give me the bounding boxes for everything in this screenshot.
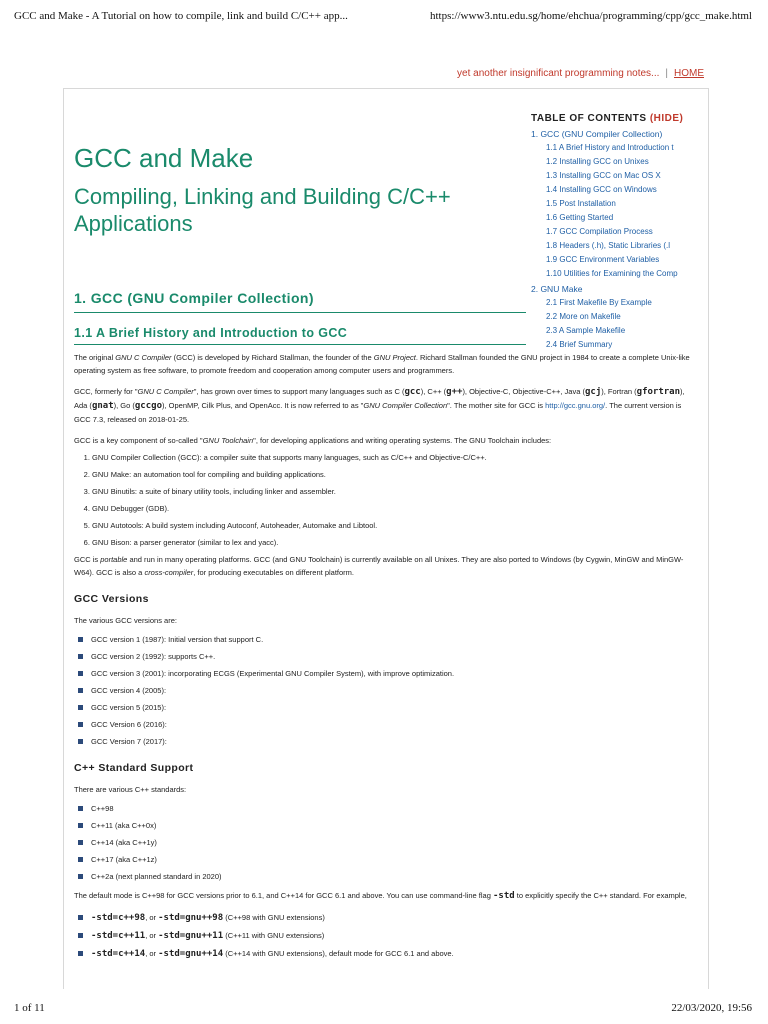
nav-separator: | [665,68,668,79]
paragraph-history: The original GNU C Compiler (GCC) is developed by Richard Stallman, the founder of the GNU Project. Richard Stallman founded the GNU project in 1984 to create a complete Unix-like operating system as free software, to promote freedom and cooperation among computer users and programmers. [74,353,690,375]
paragraph-default-mode: The default mode is C++98 for GCC versions prior to 6.1, and C++14 for GCC 6.1 and above. You can use command-line flag -std to explicitly specify the C++ standard. For example, [74,891,687,901]
cpp-standard-item: C++98 [78,802,694,815]
section-heading-1-1: 1.1 A Brief History and Introduction to GCC [74,326,526,345]
cpp-standard-heading: C++ Standard Support [74,762,194,774]
section-heading-1: 1. GCC (GNU Compiler Collection) [74,290,526,313]
toc-list [531,129,691,350]
page-title: GCC and Make [74,143,254,173]
toolchain-item: 1. GNU Compiler Collection (GCC): a compiler suite that supports many languages, such as C/C++ and Objective-C/C++. [92,451,694,464]
toc-item[interactable]: 1.3 Installing GCC on Mac OS X [546,171,661,180]
std-example-item: -std=c++11, or -std=gnu++11 (C++11 with GNU extensions) [78,929,694,943]
toc-item[interactable]: 1.8 Headers (.h), Static Libraries (.l [546,241,671,250]
toc-item[interactable]: 2.4 Brief Summary [546,340,613,349]
toc-item[interactable]: 1.7 GCC Compilation Process [546,227,653,236]
toc-item[interactable]: 1. GCC (GNU Compiler Collection) [531,129,663,139]
print-header-title: GCC and Make - A Tutorial on how to compile, link and build C/C++ app... [14,10,348,22]
cpp-standard-item: C++2a (next planned standard in 2020) [78,870,694,883]
toc-heading-label: TABLE OF CONTENTS [531,113,647,124]
print-header [14,10,752,26]
toc-item[interactable]: 1.5 Post Installation [546,199,616,208]
toolchain-item: 3. GNU Binutils: a suite of binary utility tools, including linker and assembler. [92,485,694,498]
std-examples-list [74,911,694,961]
toc-item[interactable]: 2.1 First Makefile By Example [546,298,652,307]
cpp-standard-item: C++17 (aka C++1z) [78,853,694,866]
toc-hide-link[interactable]: (HIDE) [649,113,684,124]
std-example-item: -std=c++14, or -std=gnu++14 (C++14 with GNU extensions), default mode for GCC 6.1 and above. [78,947,694,961]
table-of-contents [531,113,691,350]
page-subtitle: Compiling, Linking and Building C/C++ Applications [74,184,451,236]
version-item: GCC version 2 (1992): supports C++. [78,650,694,663]
site-tagline: yet another insignificant programming notes... [457,68,660,79]
paragraph-languages: GCC, formerly for "GNU C Compiler", has grown over times to support many languages such as C (gcc), C++ (g++), Objective-C, Objective-C++, Java (gcj), Fortran (gfortran), Ada (gnat), Go (gccgo), OpenMP, Cilk Plus, and OpenAcc. It is now referred to as "GNU Compiler Collection". The mother site for GCC is http://gcc.gnu.org/. The current version is GCC 7.3, released on 2018-01-25. [74,387,685,424]
toolchain-item: 5. GNU Autotools: A build system including Autoconf, Autoheader, Automake and Libtool. [92,519,694,532]
toc-item[interactable]: 1.1 A Brief History and Introduction t [546,143,674,152]
cpp-standards-list [74,802,694,883]
versions-intro: The various GCC versions are: [74,616,177,625]
toc-item[interactable]: 2.2 More on Makefile [546,312,621,321]
paragraph-toolchain: GCC is a key component of so-called "GNU Toolchain", for developing applications and writing operating systems. The GNU Toolchain includes: [74,436,552,445]
version-item: GCC version 4 (2005): [78,684,694,697]
toc-item[interactable]: 1.9 GCC Environment Variables [546,255,660,264]
versions-list [74,633,694,748]
cpp-standard-item: C++14 (aka C++1y) [78,836,694,849]
version-item: GCC version 3 (2001): incorporating ECGS (Experimental GNU Compiler System), with improve optimization. [78,667,694,680]
gcc-versions-heading: GCC Versions [74,593,149,605]
toc-item[interactable]: 1.2 Installing GCC on Unixes [546,157,649,166]
version-item: GCC version 5 (2015): [78,701,694,714]
print-datetime: 22/03/2020, 19:56 [671,1002,752,1014]
toolchain-item: 2. GNU Make: an automation tool for compiling and building applications. [92,468,694,481]
paragraph-portable: GCC is portable and run in many operating platforms. GCC (and GNU Toolchain) is currently available on all Unixes. They are also ported to Windows (by Cygwin, MinGW and MinGW-W64). GCC is also a cross-compiler, for producing executables on different platform. [74,555,684,577]
cpp-intro: There are various C++ standards: [74,785,187,794]
toolchain-item: 4. GNU Debugger (GDB). [92,502,694,515]
toc-item[interactable]: 1.4 Installing GCC on Windows [546,185,657,194]
print-footer [14,1002,752,1016]
version-item: GCC version 1 (1987): Initial version that support C. [78,633,694,646]
toc-item[interactable]: 1.10 Utilities for Examining the Comp [546,269,678,278]
toolchain-item: 6. GNU Bison: a parser generator (similar to lex and yacc). [92,536,694,549]
toc-item[interactable]: 2. GNU Make [531,284,583,294]
std-example-item: -std=c++98, or -std=gnu++98 (C++98 with GNU extensions) [78,911,694,925]
print-header-url: https://www3.ntu.edu.sg/home/ehchua/programming/cpp/gcc_make.html [430,10,752,22]
top-nav [457,68,704,79]
cpp-standard-item: C++11 (aka C++0x) [78,819,694,832]
article-body [74,351,694,965]
version-item: GCC Version 7 (2017): [78,735,694,748]
toc-heading [531,113,691,124]
toc-item[interactable]: 2.3 A Sample Makefile [546,326,626,335]
toolchain-list [74,451,694,549]
toc-item[interactable]: 1.6 Getting Started [546,213,614,222]
home-link[interactable]: HOME [674,68,704,79]
version-item: GCC Version 6 (2016): [78,718,694,731]
gcc-site-link[interactable]: http://gcc.gnu.org/ [545,401,606,410]
page-number: 1 of 11 [14,1002,45,1014]
